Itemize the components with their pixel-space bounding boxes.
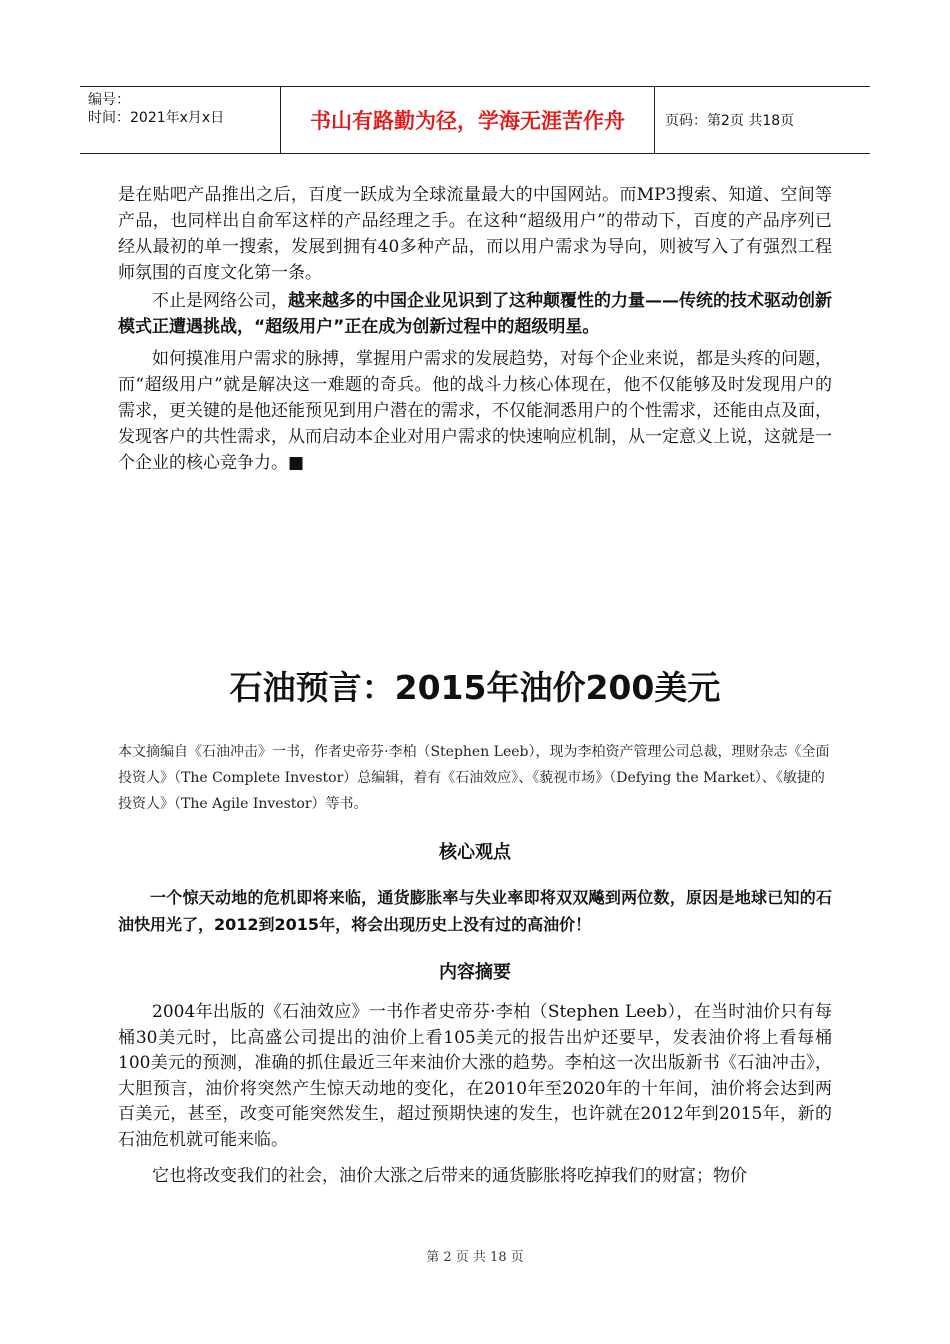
header-page-code: 页码：第2页 共18页 — [665, 113, 795, 129]
header-motto: 书山有路勤为径，学海无涯苦作舟 — [281, 87, 655, 153]
core-view-text: 一个惊天动地的危机即将来临，通货膨胀率与失业率即将双双飚到两位数，原因是地球已知的石油快用光了，2012到2015年，将会出现历史上没有过的高油价！ — [118, 888, 832, 934]
page-footer: 第 2 页 共 18 页 — [426, 1250, 524, 1265]
date-label: 时间：2021年x月x日 — [88, 110, 225, 126]
serial-number-label: 编号： — [88, 92, 130, 108]
summary-paragraph-1: 2004年出版的《石油效应》一书作者史帝芬·李柏（Stephen Leeb），在当时油价只有每桶30美元时，比高盛公司提出的油价上看105美元的报告出炉还要早，发表油价将上看每桶100美元的预测，准确的抓住最近三年来油价大涨的趋势。李柏这一次出版新书《石油冲击》，大胆预言，油价将突然产生惊天动地的变化，在2010年至2020年的十年间，油价将会达到两百美元，甚至，改变可能突然发生，超过预期快速的发生，也许就在2012年到2015年，新的石油危机就可能来临。 — [118, 1002, 832, 1150]
body-paragraph-1: 是在贴吧产品推出之后，百度一跃成为全球流量最大的中国网站。而MP3搜索、知道、空间等产品，也同样出自俞军这样的产品经理之手。在这种“超级用户”的带动下，百度的产品序列已经从最初的单一搜索，发展到拥有40多种产品，而以用户需求为导向，则被写入了有强烈工程师氛围的百度文化第一条。 — [118, 185, 832, 283]
article-title: 石油预言：2015年油价200美元 — [229, 668, 721, 707]
body-paragraph-3: 如何摸准用户需求的脉搏，掌握用户需求的发展趋势，对每个企业来说，都是头疼的问题，而“超级用户”就是解决这一难题的奇兵。他的战斗力核心体现在，他不仅能够及时发现用户的需求，更关键的是他还能预见到用户潜在的需求，不仅能洞悉用户的个性需求，还能由点及面，发现客户的共性需求，从而启动本企业对用户需求的快速响应机制，从一定意义上说，这就是一个企业的核心竞争力。■ — [118, 349, 832, 473]
article-intro: 本文摘编自《石油冲击》一书，作者史帝芬·李柏（Stephen Leeb），现为李柏资产管理公司总裁，理财杂志《全面投资人》（The Complete Investor）总编辑，着有《石油效应》、《藐视市场》（Defying the Market）、《敏捷的投资人》（The Agile Investor）等书。 — [118, 744, 830, 812]
paragraph-2-emphasis: 越来越多的中国企业见识到了这种颠覆性的力量——传统的技术驱动创新模式正遭遇挑战，“超级用户”正在成为创新过程中的超级明星。 — [118, 291, 832, 337]
page-header — [80, 86, 870, 154]
paragraph-2-lead: 不止是网络公司， — [152, 291, 288, 311]
summary-paragraph-2: 它也将改变我们的社会，油价大涨之后带来的通货膨胀将吃掉我们的财富；物价 — [152, 1166, 747, 1186]
summary-heading: 内容摘要 — [439, 962, 511, 983]
header-meta-cell — [80, 87, 281, 153]
core-view-heading: 核心观点 — [439, 842, 511, 863]
body-paragraph-2 — [118, 288, 832, 340]
